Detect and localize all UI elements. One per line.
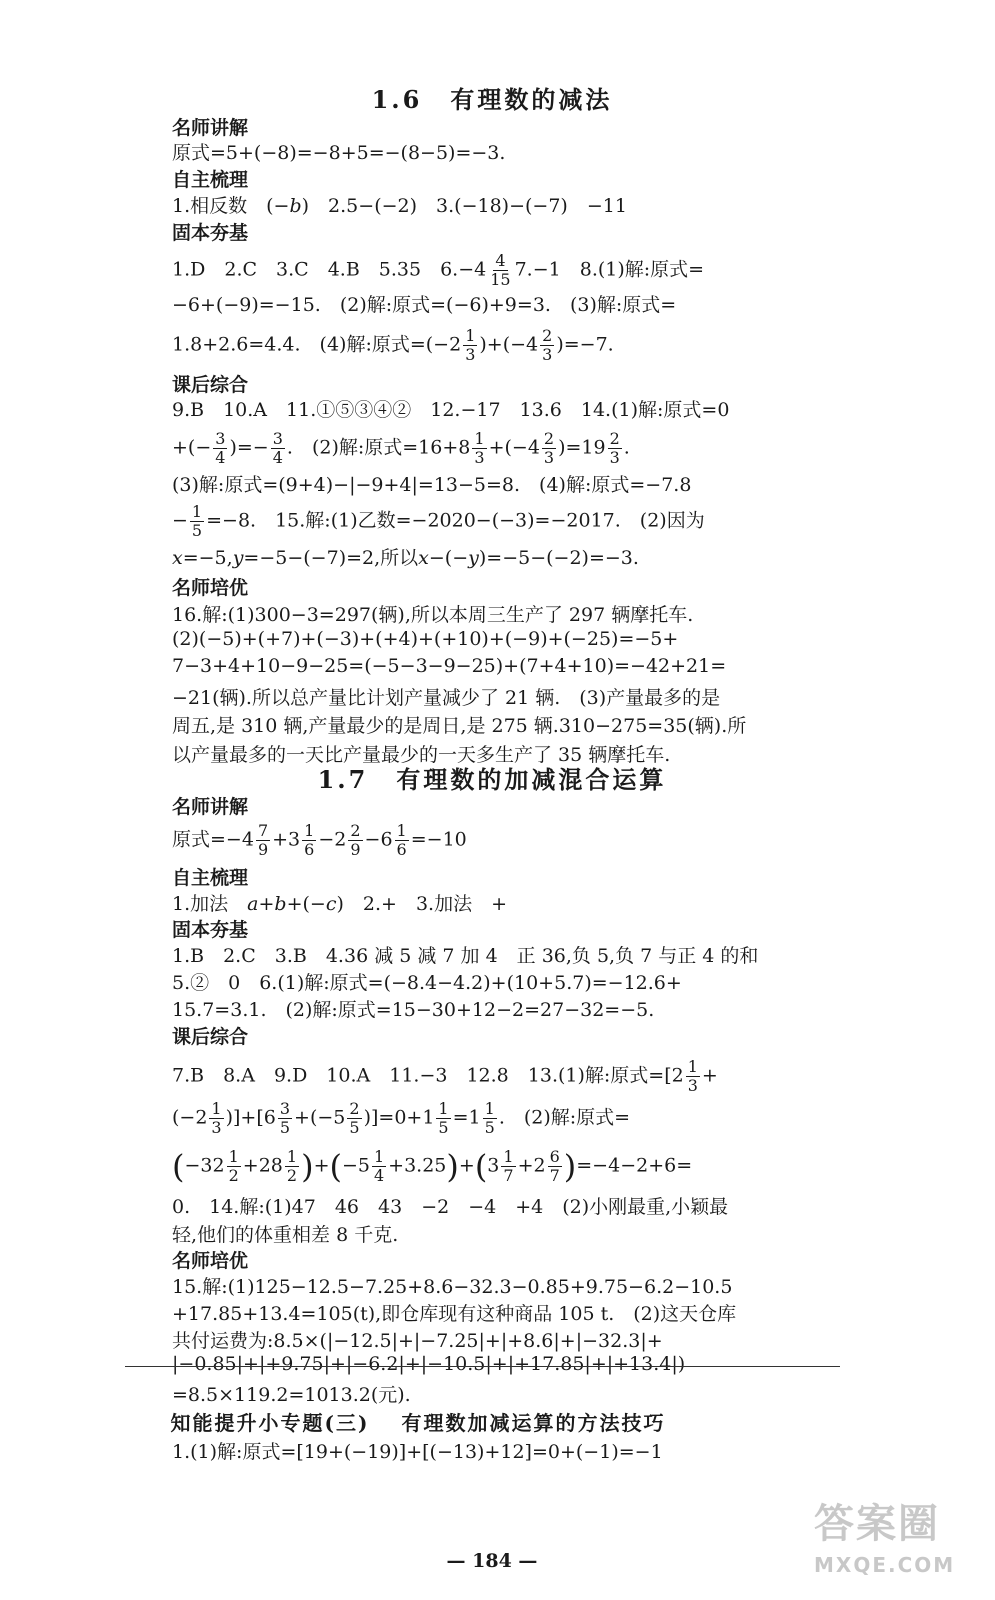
answer-line: 0. 14.解:(1)47 46 43 −2 −4 +4 (2)小刚最重,小颖最: [172, 1196, 729, 1218]
answer-line: 16.解:(1)300−3=297(辆),所以本周三生产了 297 辆摩托车.: [172, 604, 694, 626]
answer-line: −6+(−9)=−15. (2)解:原式=(−6)+9=3. (3)解:原式=: [172, 294, 677, 316]
answer-line: 1.(1)解:原式=[19+(−19)]+[(−13)+12]=0+(−1)=−1: [172, 1441, 663, 1463]
answer-line: (3)解:原式=(9+4)−|−9+4|=13−5=8. (4)解:原式=−7.8: [172, 474, 692, 496]
answer-line: |−0.85|+|+9.75|+|−6.2|+|−10.5|+|+17.85|+|+13.4|): [172, 1353, 686, 1375]
answer-line: 1.B 2.C 3.B 4.36 减 5 减 7 加 4 正 36,负 5,负 7 与正 4 的和: [172, 945, 759, 967]
subheading-guben: 固本夯基: [172, 222, 249, 244]
divider: [125, 1366, 840, 1367]
answer-line: −21(辆).所以总产量比计划产量减少了 21 辆. (3)产量最多的是: [172, 687, 721, 709]
answer-line: 周五,是 310 辆,产量最少的是周日,是 275 辆.310−275=35(辆).所: [172, 715, 747, 737]
answer-line: 轻,他们的体重相差 8 千克.: [172, 1224, 399, 1246]
subheading-peiyou: 名师培优: [172, 577, 249, 599]
answer-line: 7−3+4+10−9−25=(−5−3−9−25)+(7+4+10)=−42+21=: [172, 655, 727, 677]
answer-line: (−32 $\frac{1}{2}$ +28 $\frac{1}{2}$ )+(−5 $\frac{1}{4}$ +3.25)+(3 $\frac{1}{7}$ +2 $\frac{6}{7}$ )=−4−2+6=: [172, 1147, 693, 1186]
subheading-mingshi: 名师讲解: [172, 117, 249, 139]
subheading-zizhu: 自主梳理: [172, 867, 249, 889]
answer-line: 1.相反数 (−b) 2.5−(−2) 3.(−18)−(−7) −11: [172, 195, 627, 217]
subheading-kehou: 课后综合: [172, 374, 249, 396]
answer-line: 共付运费为:8.5×(|−12.5|+|−7.25|+|+8.6|+|−32.3|+: [172, 1330, 663, 1352]
subheading-zizhu: 自主梳理: [172, 169, 249, 191]
answer-line: 9.B 10.A 11.①⑤③④② 12.−17 13.6 14.(1)解:原式=0: [172, 399, 730, 421]
answer-line: 7.B 8.A 9.D 10.A 11.−3 12.8 13.(1)解:原式=[2 $\frac{1}{3}$ +: [172, 1057, 718, 1095]
subheading-peiyou: 名师培优: [172, 1250, 249, 1272]
answer-line: (−2 $\frac{1}{3}$ )]+[6 $\frac{3}{5}$ +(−5 $\frac{2}{5}$ )]=0+1 $\frac{1}{5}$ =1 $\frac{1}{5}$ . (2)解:原式=: [172, 1099, 631, 1137]
subheading-kehou: 课后综合: [172, 1026, 249, 1048]
subheading-guben: 固本夯基: [172, 919, 249, 941]
section-heading-1-6: 1.6 有理数的减法: [371, 85, 613, 114]
subheading-mingshi: 名师讲解: [172, 796, 249, 818]
answer-line: 1.加法 a+b+(−c) 2.+ 3.加法 +: [172, 893, 507, 915]
section-heading-1-7: 1.7 有理数的加减混合运算: [317, 765, 667, 794]
special-topic-heading: 知能提升小专题(三) 有理数加减运算的方法技巧: [170, 1411, 666, 1435]
page-number: — 184 —: [446, 1550, 538, 1572]
answer-line: 15.7=3.1. (2)解:原式=15−30+12−2=27−32=−5.: [172, 999, 655, 1021]
answer-line: +17.85+13.4=105(t),即仓库现有这种商品 105 t. (2)这天仓库: [172, 1303, 737, 1325]
answer-line: 1.D 2.C 3.C 4.B 5.35 6.−4 $\frac{4}{15}$ 7.−1 8.(1)解:原式=: [172, 251, 705, 289]
answer-line: 以产量最多的一天比产量最少的一天多生产了 35 辆摩托车.: [172, 744, 671, 766]
answer-line: +(− $\frac{3}{4}$ )=− $\frac{3}{4}$ . (2)解:原式=16+8 $\frac{1}{3}$ +(−4 $\frac{2}{3}$ )=19 $\frac{2}{3}$ .: [172, 429, 630, 467]
answer-line: 5.② 0 6.(1)解:原式=(−8.4−4.2)+(10+5.7)=−12.6+: [172, 972, 682, 994]
answer-line: 15.解:(1)125−12.5−7.25+8.6−32.3−0.85+9.75−6.2−10.5: [172, 1276, 733, 1298]
answer-line: =8.5×119.2=1013.2(元).: [172, 1384, 411, 1406]
answer-line: x=−5,y=−5−(−7)=2,所以x−(−y)=−5−(−2)=−3.: [172, 547, 639, 569]
watermark-logo: 答案圈 MXQE.COM: [814, 1501, 956, 1577]
answer-line: 原式=5+(−8)=−8+5=−(8−5)=−3.: [172, 142, 506, 164]
answer-line: − $\frac{1}{5}$ =−8. 15.解:(1)乙数=−2020−(−3)=−2017. (2)因为: [172, 502, 705, 540]
answer-line: (2)(−5)+(+7)+(−3)+(+4)+(+10)+(−9)+(−25)=−5+: [172, 628, 679, 650]
answer-line: 原式=−4 $\frac{7}{9}$ +3 $\frac{1}{6}$ −2 $\frac{2}{9}$ −6 $\frac{1}{6}$ =−10: [172, 821, 467, 859]
answer-line: 1.8+2.6=4.4. (4)解:原式=(−2 $\frac{1}{3}$ )+(−4 $\frac{2}{3}$ )=−7.: [172, 326, 614, 364]
